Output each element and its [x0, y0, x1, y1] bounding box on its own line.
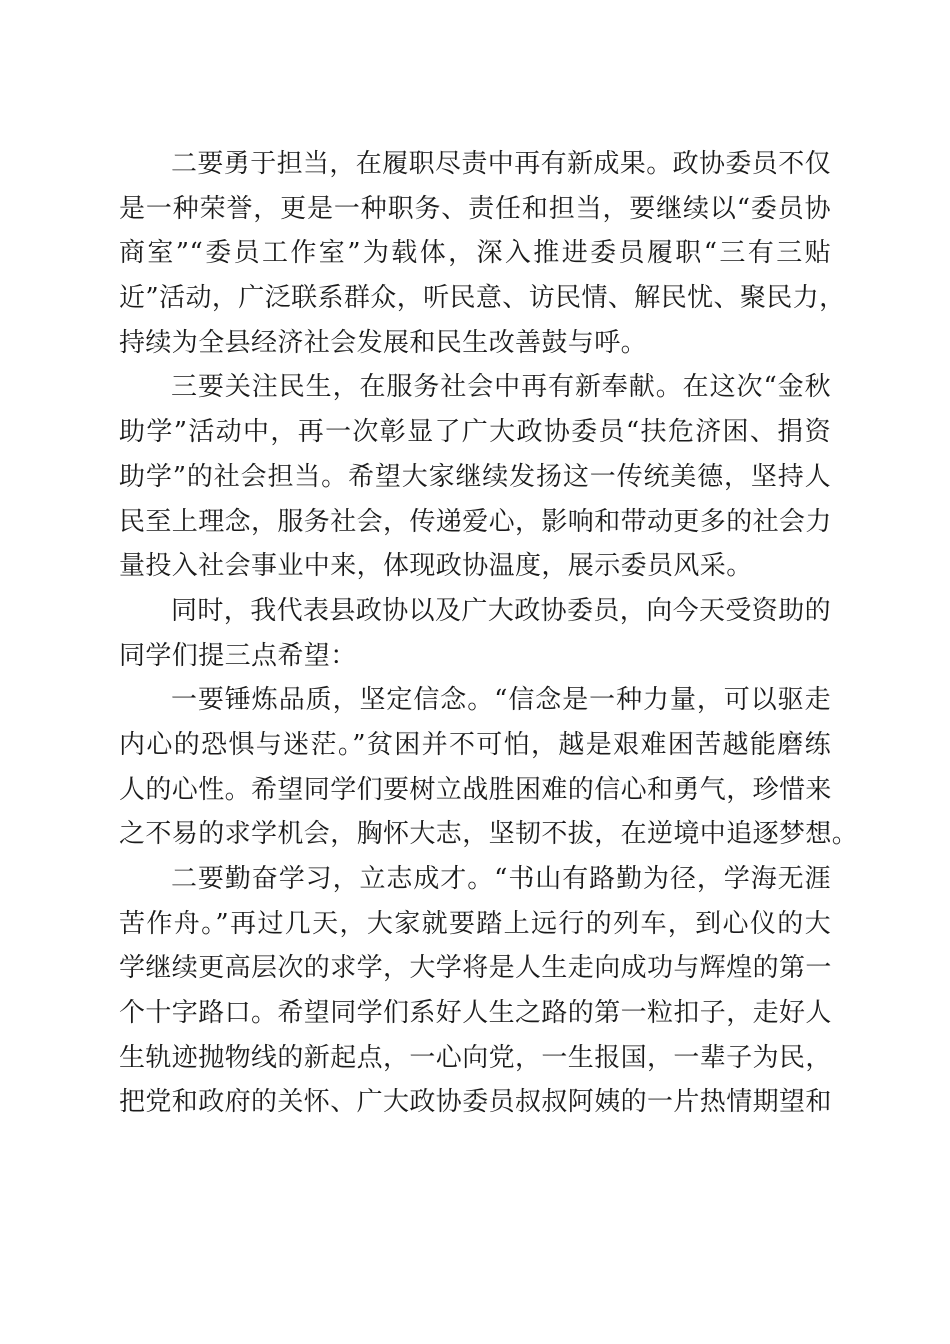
text-line: 持续为全县经济社会发展和民生改善鼓与呼。: [119, 327, 648, 358]
text-line: 之不易的求学机会，胸怀大志，坚韧不拔，在逆境中追逐梦想。: [119, 819, 859, 850]
text-line: 商室”“委员工作室”为载体，深入推进委员履职“三有三贴: [119, 238, 831, 269]
document-body: [119, 142, 859, 1125]
text-line: 学继续更高层次的求学，大学将是人生走向成功与辉煌的第一: [119, 953, 832, 984]
text-line: 个十字路口。希望同学们系好人生之路的第一粒扣子，走好人: [119, 998, 832, 1029]
text-line: 内心的恐惧与迷茫。”贫困并不可怕，越是艰难困苦越能磨练: [119, 729, 831, 760]
text-line: 同学们提三点希望：: [119, 640, 357, 671]
text-line: 三要关注民生，在服务社会中再有新奉献。在这次“金秋: [171, 372, 831, 403]
text-line: 同时，我代表县政协以及广大政协委员，向今天受资助的: [171, 595, 832, 626]
text-line: 把党和政府的关怀、广大政协委员叔叔阿姨的一片热情期望和: [119, 1087, 832, 1118]
text-line: 量投入社会事业中来，体现政协温度，展示委员风采。: [119, 551, 753, 582]
text-line: 人的心性。希望同学们要树立战胜困难的信心和勇气，珍惜来: [119, 774, 832, 805]
text-line: 民至上理念，服务社会，传递爱心，影响和带动更多的社会力: [119, 506, 832, 537]
text-line: 二要勇于担当，在履职尽责中再有新成果。政协委员不仅: [171, 149, 832, 179]
text-line: 生轨迹抛物线的新起点，一心向党，一生报国，一辈子为民，: [119, 1042, 832, 1073]
text-line: 一要锤炼品质，坚定信念。“信念是一种力量，可以驱走: [171, 685, 831, 716]
text-line: 二要勤奋学习，立志成才。“书山有路勤为径，学海无涯: [171, 864, 831, 894]
text-line: 苦作舟。”再过几天，大家就要踏上远行的列车，到心仪的大: [119, 908, 831, 939]
text-line: 近”活动，广泛联系群众，听民意、访民情、解民忧、聚民力，: [119, 283, 846, 314]
text-line: 助学”活动中，再一次彰显了广大政协委员“扶危济困、捐资: [119, 417, 831, 448]
text-line: 是一种荣誉，更是一种职务、责任和担当，要继续以“委员协: [119, 193, 831, 224]
text-line: 助学”的社会担当。希望大家继续发扬这一传统美德，坚持人: [119, 461, 831, 492]
